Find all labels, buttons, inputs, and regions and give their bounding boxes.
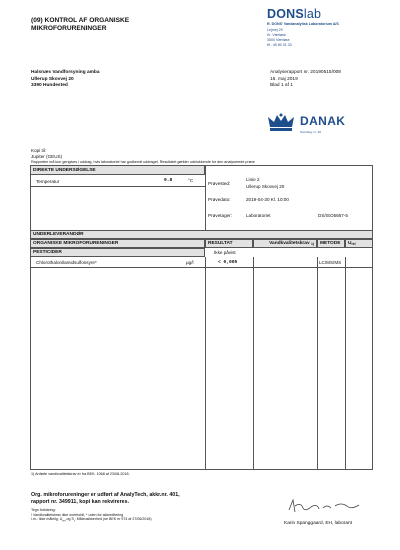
copy-label: Kopi til:	[31, 148, 47, 153]
temp-row-line	[30, 186, 205, 187]
result-col-line	[205, 257, 206, 470]
report-title-line2: MIKROFORURENINGER	[31, 25, 107, 33]
report-number: Analyserapport nr. 20190515/008	[270, 70, 341, 75]
group-header	[30, 248, 205, 257]
sample-standard: DS/ISO5667-5	[318, 213, 348, 218]
group-result: Ikke påvist	[214, 250, 236, 255]
direct-header	[30, 165, 205, 175]
uncertainty-col-line	[345, 257, 346, 470]
customer-address	[31, 70, 100, 90]
accreditation-note	[31, 492, 251, 506]
accreditation-line1: Org. mikroforureninger er udført af AnalyTech, akkr.nr. 401,	[31, 492, 180, 498]
lab-address-line: Kr. Værløse	[267, 33, 286, 38]
copy-to	[31, 148, 62, 161]
method-col-line	[317, 257, 318, 470]
subcontractor-header	[30, 230, 373, 239]
analyte-method: LC/MS/MS	[319, 260, 342, 265]
temperature-value: 9.8	[164, 178, 173, 183]
group-label: PESTICIDER	[33, 250, 62, 255]
col-method-header	[317, 239, 345, 248]
lab-address-line: 3500 Værløse	[267, 38, 290, 43]
analyte-name: Chlorothalonilamidsulfonsyre*	[36, 260, 97, 265]
report-title	[31, 17, 221, 34]
customer-city: 3390 Hundested	[31, 83, 68, 89]
lab-logo-bold: DONS	[267, 7, 304, 21]
legend-line: ! Vandkvalitetskrav ikke overholdt, * uden for akkreditering	[31, 512, 124, 517]
legend-line	[31, 517, 152, 523]
sample-date-label: Prøvedato:	[208, 197, 231, 202]
danak-reg-number: Test Reg. nr. 46	[300, 130, 322, 134]
customer-name: Halsnæs Vandforsyning amba	[31, 70, 100, 75]
report-title-line1: (09) KONTROL AF ORGANISKE	[31, 17, 130, 24]
crown-icon	[266, 112, 296, 139]
reproduction-note: Rapporten må kun gengives i uddrag, hvis laboratoriet har godkendt uddraget. Resultatet gælder udelukkende for den analyserede prøve	[31, 160, 255, 164]
report-info	[270, 70, 341, 90]
temperature-unit: °C	[188, 178, 194, 183]
analyte-result: < 0,005	[218, 260, 238, 265]
lab-address	[267, 28, 292, 48]
legend-part: og S	[65, 517, 74, 521]
sample-taker-value: Laboratoriet	[246, 213, 271, 218]
col-requirement-sup: 1)	[310, 241, 314, 246]
lab-subtitle: R. DONS' Vandanalytisk Laboratorium A/S	[267, 22, 339, 26]
sample-divider	[205, 165, 206, 230]
sample-taker-label: Prøvetager:	[208, 213, 232, 218]
report-page: Blad 1 af 1	[270, 83, 293, 89]
customer-street: Ullerup Skovvej 20	[31, 76, 74, 82]
lab-address-line: tlf.: 45 80 31 33	[267, 43, 292, 48]
temperature-label: Temperatur	[36, 179, 60, 184]
col-requirement-header	[253, 239, 317, 248]
signature-name: Karin Spanggaard, EH, laborant	[284, 521, 352, 526]
subcontractor-label: UNDERLEVERANDØR	[33, 232, 84, 237]
col-uncertainty-label: U	[348, 241, 352, 246]
sample-site-label: Prøvested:	[208, 181, 231, 186]
sample-site-line2: Ullerup Skovvej 20	[246, 184, 285, 189]
analyte-unit: µg/l	[186, 260, 194, 265]
legend-sub: r	[73, 518, 75, 523]
col-result-label: RESULTAT	[208, 241, 233, 246]
report-date: 16. maj 2019	[270, 76, 298, 82]
sample-date-value: 2019-04-30 Kl. 10:00	[246, 197, 289, 202]
col-name-label: ORGANISKE MIKROFORURENINGER	[33, 241, 119, 246]
col-result-header	[205, 239, 253, 248]
legend-sub: rel	[62, 518, 66, 523]
copy-recipient: Jupiter (GEUS)	[31, 154, 63, 160]
legend-part: i.m.: Ikke målelig, U	[31, 517, 63, 521]
legend-title: Tegn forklaring:	[31, 508, 56, 512]
direct-header-label: DIREKTE UNDERSØGELSE	[33, 167, 96, 173]
danak-logo: DANAK	[300, 114, 346, 128]
col-uncertainty-sub: rel	[351, 241, 356, 246]
legend-part: : Måleusikkerhed (se BEK nr 974 af 27/06/2018)	[74, 517, 152, 521]
signature-scribble	[285, 498, 365, 521]
results-frame	[30, 165, 373, 470]
sample-site-line1: Linie 2	[246, 177, 260, 182]
footnote-requirements: 1) Anførte vandkvalitetskrav er fra BEK. 1068 af 23/08-2018.	[31, 472, 130, 476]
row-separator	[30, 267, 373, 268]
lab-logo	[267, 7, 321, 21]
col-uncertainty-header	[345, 239, 373, 248]
symbol-legend	[31, 508, 152, 523]
requirement-col-line	[253, 257, 254, 470]
lab-address-line: Lejrvej 29	[267, 28, 283, 32]
lab-logo-light: lab	[303, 7, 322, 21]
accreditation-line2: rapport nr. 349911, kopi kan rekvireres.	[31, 499, 130, 505]
col-name-header	[30, 239, 205, 248]
col-method-label: METODE	[320, 241, 341, 246]
col-requirement-label: Vandkvalitetskrav	[269, 241, 310, 246]
